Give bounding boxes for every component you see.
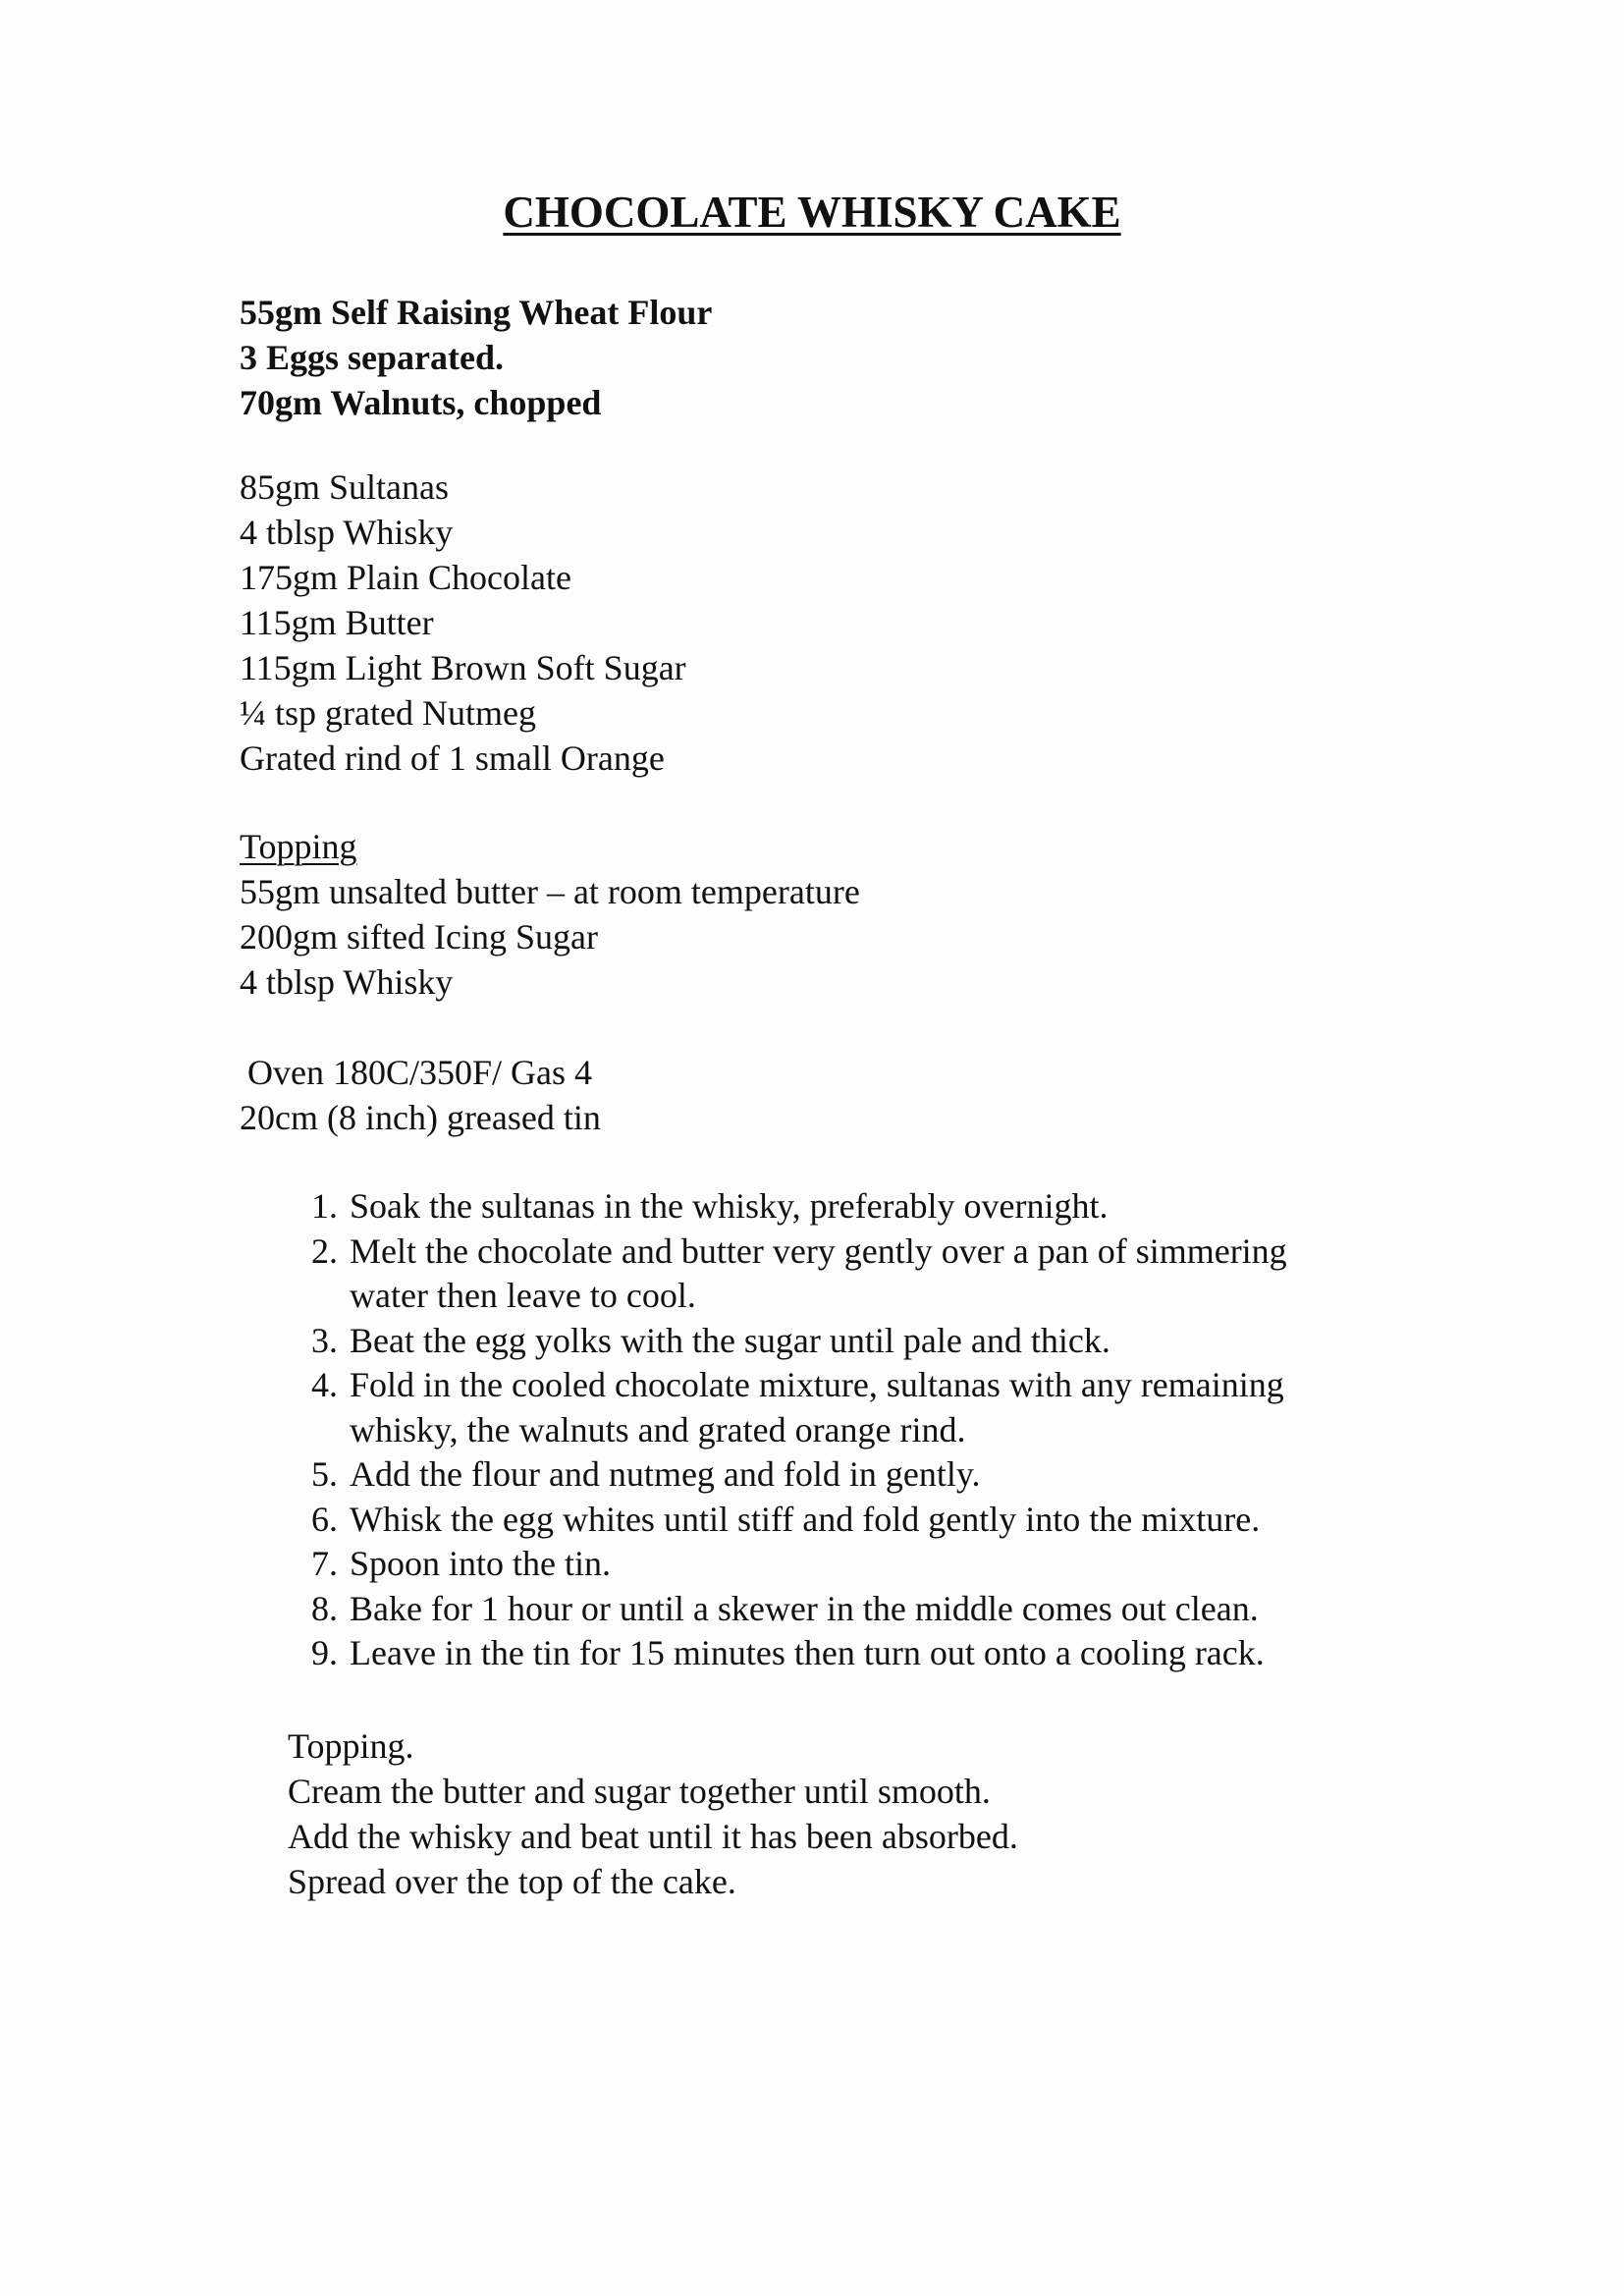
method-step — [285, 1230, 1414, 1319]
ingredient-item: ¼ tsp grated Nutmeg — [240, 693, 536, 733]
method-step — [285, 1498, 1414, 1543]
step-text: Beat the egg yolks with the sugar until pale and thick. — [350, 1320, 1110, 1360]
ingredient-item: 4 tblsp Whisky — [240, 513, 454, 552]
method-step — [285, 1587, 1414, 1632]
topping-heading: Topping — [240, 827, 357, 866]
topping-item: 4 tblsp Whisky — [240, 962, 454, 1002]
recipe-title — [0, 185, 1624, 240]
step-text: Fold in the cooled chocolate mixture, sultanas with any remaining — [350, 1365, 1284, 1404]
method-step — [285, 1452, 1414, 1498]
ingredient-item: 175gm Plain Chocolate — [240, 558, 571, 597]
topping-item: 55gm unsalted butter – at room temperature — [240, 872, 860, 911]
step-number: 4. — [311, 1365, 338, 1404]
recipe-title-text: CHOCOLATE WHISKY CAKE — [503, 188, 1121, 237]
ingredient-item: 70gm Walnuts, chopped — [240, 383, 602, 422]
method-step — [285, 1319, 1414, 1364]
step-number: 6. — [311, 1499, 338, 1539]
step-text: Melt the chocolate and butter very gently over a pan of simmering — [350, 1230, 1287, 1271]
step-number: 3. — [311, 1320, 338, 1360]
step-number: 9. — [311, 1633, 338, 1672]
method-steps — [285, 1184, 1414, 1676]
step-number: 8. — [311, 1588, 338, 1628]
ingredient-item: Grated rind of 1 small Orange — [240, 738, 665, 778]
oven-temperature: Oven 180C/350F/ Gas 4 — [247, 1053, 592, 1092]
ingredient-item: 3 Eggs separated. — [240, 338, 504, 377]
step-text: whisky, the walnuts and grated orange rind. — [350, 1409, 966, 1449]
ingredient-item: 115gm Butter — [240, 603, 434, 642]
step-number: 1. — [311, 1186, 338, 1226]
ingredient-item: 115gm Light Brown Soft Sugar — [240, 648, 686, 687]
step-text: Soak the sultanas in the whisky, preferably overnight. — [350, 1186, 1109, 1226]
ingredient-item: 85gm Sultanas — [240, 467, 449, 507]
topping-method — [288, 1723, 1018, 1904]
step-text: Bake for 1 hour or until a skewer in the middle comes out clean. — [350, 1588, 1259, 1628]
topping-item: 200gm sifted Icing Sugar — [240, 917, 598, 957]
key-ingredients-list — [240, 290, 712, 425]
step-number: 2. — [311, 1230, 338, 1271]
tin-size: 20cm (8 inch) greased tin — [240, 1098, 601, 1137]
topping-method-line: Spread over the top of the cake. — [288, 1862, 736, 1901]
step-text: Leave in the tin for 15 minutes then turn out onto a cooling rack. — [350, 1633, 1265, 1672]
step-text: Spoon into the tin. — [350, 1544, 612, 1583]
topping-method-line: Add the whisky and beat until it has been absorbed. — [288, 1817, 1018, 1856]
topping-method-heading: Topping. — [288, 1726, 414, 1766]
step-number: 7. — [311, 1544, 338, 1583]
step-text: water then leave to cool. — [350, 1276, 696, 1315]
step-text: Whisk the egg whites until stiff and fold gently into the mixture. — [350, 1499, 1261, 1539]
step-number: 5. — [311, 1454, 338, 1494]
step-text: Add the flour and nutmeg and fold in gently. — [350, 1454, 981, 1494]
ingredient-item: 55gm Self Raising Wheat Flour — [240, 293, 713, 332]
topping-method-line: Cream the butter and sugar together until smooth. — [288, 1772, 991, 1811]
ingredients-list — [240, 465, 686, 781]
method-step — [285, 1184, 1414, 1230]
method-step — [285, 1631, 1414, 1676]
method-step — [285, 1363, 1414, 1452]
oven-info — [240, 1050, 601, 1140]
topping-ingredients — [240, 824, 860, 1005]
method-step — [285, 1542, 1414, 1587]
